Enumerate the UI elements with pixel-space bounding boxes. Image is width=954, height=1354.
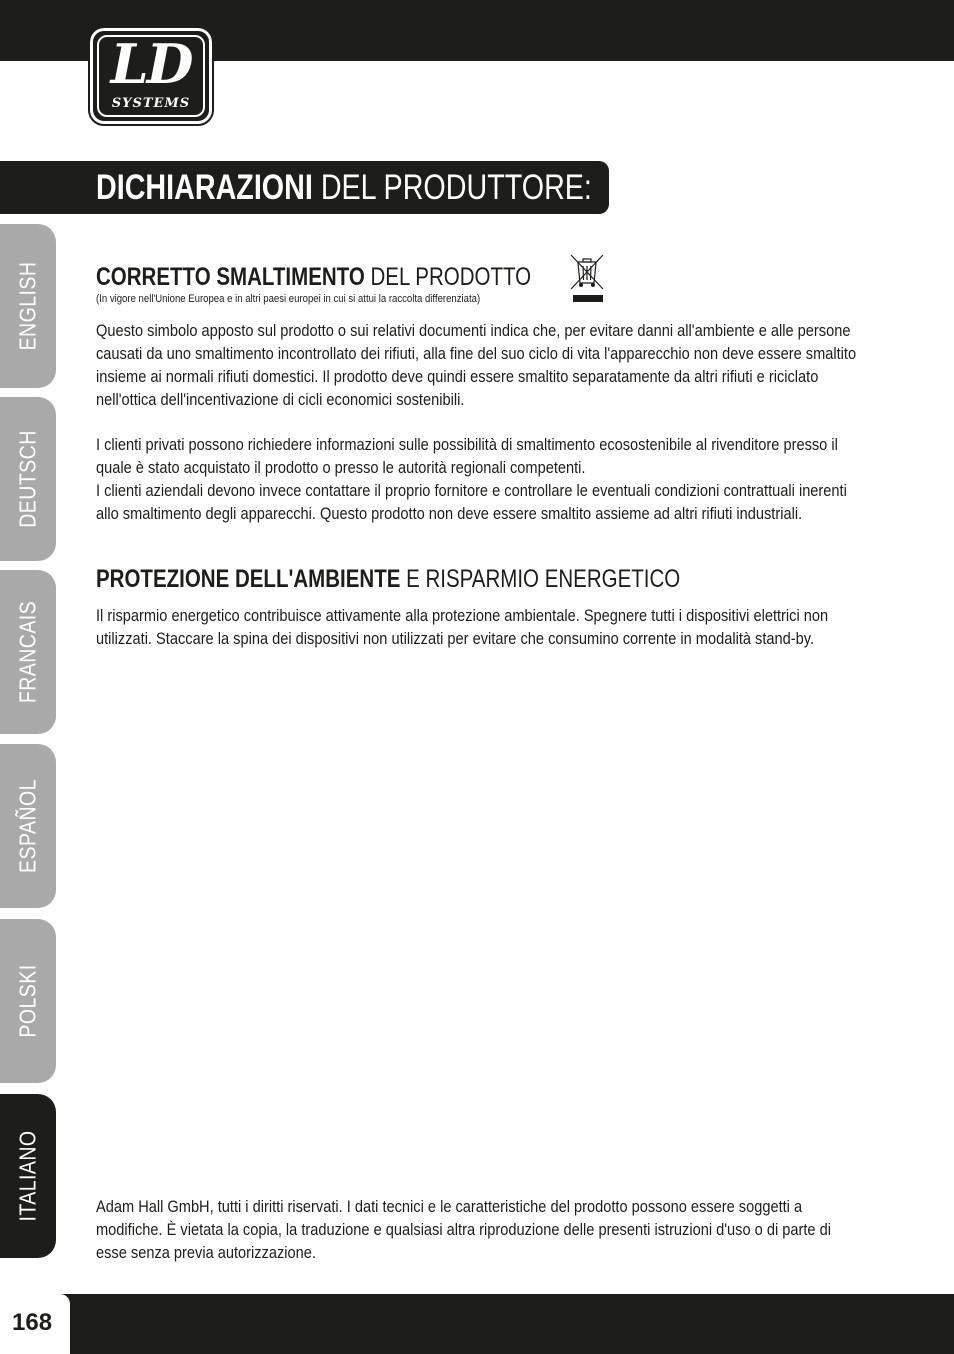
tab-deutsch[interactable] (0, 397, 56, 561)
ld-systems-logo (90, 28, 212, 124)
disposal-paragraph-2: I clienti privati possono richiedere informazioni sulle possibilità di smaltimento ecosostenibile al rivenditore presso il quale è stato acquistato il prodotto o presso le autorità regionali competenti. (96, 436, 838, 477)
tab-espanol[interactable] (0, 744, 56, 908)
page-title (96, 165, 592, 211)
tab-label: DEUTSCH (14, 430, 41, 528)
tab-italiano[interactable] (0, 1094, 56, 1258)
bottom-bar (0, 1294, 954, 1354)
section-title-regular: E RISPARMIO ENERGETICO (400, 565, 681, 593)
tab-polski[interactable] (0, 919, 56, 1083)
tab-label: POLSKI (14, 964, 41, 1038)
page-title-regular: DEL PRODUTTORE: (312, 168, 592, 207)
section-title-regular: DEL PRODOTTO (364, 263, 532, 291)
tab-english[interactable] (0, 224, 56, 388)
page-number-box (0, 1294, 70, 1354)
tab-label: FRANCAIS (14, 600, 41, 704)
logo-sub-text: SYSTEMS (111, 96, 191, 111)
logo-main-text: LD (110, 32, 192, 96)
tab-label: ESPAÑOL (14, 779, 41, 873)
environment-paragraph: Il risparmio energetico contribuisce attivamente alla protezione ambientale. Spegnere tutti i dispositivi elettrici non utilizzati. Staccare la spina dei dispositivi non utilizzati per evitare che consumino corrente in modalità stand-by. (96, 607, 829, 648)
page-number: 168 (12, 1309, 53, 1336)
section-title-disposal (96, 262, 531, 292)
tab-label: ENGLISH (14, 261, 41, 351)
section-title-bold: CORRETTO SMALTIMENTO (96, 263, 365, 291)
eu-note: (In vigore nell'Unione Europea e in altri paesi europei in cui si attui la raccolta differenziata) (96, 293, 481, 305)
weee-crossed-bin-icon (568, 252, 606, 304)
disposal-paragraph-3: I clienti aziendali devono invece contattare il proprio fornitore e controllare le eventuali condizioni contrattuali inerenti allo smaltimento degli apparecchi. Questo prodotto non deve essere smaltito assieme ad altri rifiuti industriali. (96, 482, 847, 523)
page-title-bold: DICHIARAZIONI (96, 168, 313, 207)
copyright-note: Adam Hall GmbH, tutti i diritti riservati. I dati tecnici e le caratteristiche del prodotto possono essere soggetti a modifiche. È vietata la copia, la traduzione e qualsiasi altra riproduzione delle presenti istruzioni d'uso o di parte di esse senza previa autorizzazione. (96, 1198, 831, 1262)
tab-francais[interactable] (0, 570, 56, 734)
section-title-bold: PROTEZIONE DELL'AMBIENTE (96, 565, 401, 593)
section-title-environment (96, 564, 680, 594)
tab-label: ITALIANO (14, 1130, 41, 1222)
disposal-paragraph-1: Questo simbolo apposto sul prodotto o sui relativi documenti indica che, per evitare danni all'ambiente e alle persone causati da uno smaltimento incontrollato dei rifiuti, alla fine del suo ciclo di vita l'apparecchio non deve essere smaltito insieme ai normali rifiuti domestici. Il prodotto deve quindi essere smaltito separatamente da altri rifiuti e riciclato nell'ottica dell'incentivazione di cicli economici sostenibili. (96, 322, 857, 409)
